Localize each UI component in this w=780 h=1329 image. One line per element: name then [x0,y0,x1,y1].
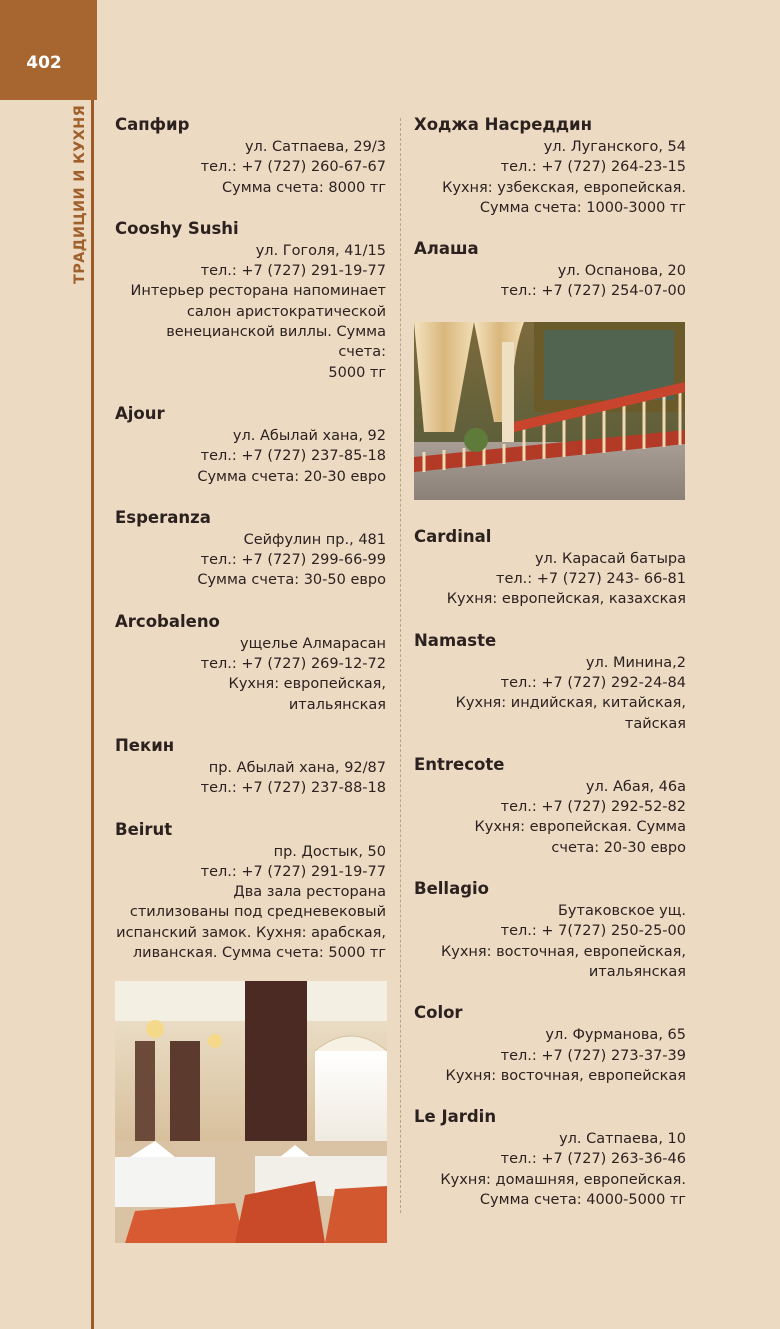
restaurant-name: Cardinal [414,526,492,546]
restaurant-entry [414,114,686,218]
restaurant-entry [414,238,686,302]
restaurant-detail-line: стилизованы под средневековый [129,904,386,921]
restaurant-detail-line: салон аристократической [186,303,386,320]
restaurant-name: Arcobaleno [115,611,220,631]
restaurant-entry [115,403,386,487]
restaurant-detail-line: тел.: +7 (727) 263-36-46 [500,1151,686,1168]
restaurant-detail-line: итальянская [588,963,686,980]
restaurant-detail-line: ул. Луганского, 54 [543,139,686,155]
restaurant-detail-line: тел.: +7 (727) 291-19-77 [200,863,386,880]
restaurant-detail-line: ул. Карасай батыра [534,550,686,567]
restaurant-detail-line: тел.: +7 (727) 254-07-00 [500,283,686,300]
restaurant-detail-line: ул. Абылай хана, 92 [232,427,386,444]
restaurant-detail-line: тел.: +7 (727) 292-52-82 [500,799,686,816]
restaurant-detail-line: тел.: +7 (727) 260-67-67 [200,159,386,176]
restaurant-entry [115,819,386,964]
restaurant-detail-line: ул. Сатпаева, 10 [559,1131,686,1148]
restaurant-detail-line: итальянская [288,696,386,713]
restaurant-entry [414,630,686,734]
restaurant-detail-line: Кухня: европейская, казахская [446,591,686,608]
restaurant-detail-line: пр. Абылай хана, 92/87 [208,759,386,776]
restaurant-entry [414,1106,686,1210]
left-column [115,114,386,1243]
restaurant-name: Ajour [115,403,165,423]
restaurant-detail-line: тел.: +7 (727) 292-24-84 [500,674,686,691]
restaurant-name: Le Jardin [414,1107,497,1127]
restaurant-detail-line: тел.: +7 (727) 237-85-18 [200,448,386,465]
restaurant-interior-photo [115,981,387,1243]
restaurant-detail-line: тел.: +7 (727) 299-66-99 [200,552,386,569]
restaurant-detail-line: Кухня: узбекская, европейская. [442,179,686,196]
restaurant-detail-line: тел.: +7 (727) 237-88-18 [200,780,386,797]
restaurant-detail-line: Кухня: европейская, [228,676,386,693]
restaurant-detail-line: тайская [624,715,686,732]
page-number: 402 [26,53,62,73]
column-divider [400,118,401,1213]
restaurant-detail-line: Два зала ресторана [233,884,386,901]
restaurant-detail-line: ул. Оспанова, 20 [557,263,686,280]
restaurant-detail-line: ул. Сатпаева, 29/3 [244,139,386,155]
restaurant-detail-line: тел.: +7 (727) 243- 66-81 [496,571,686,588]
restaurant-name: Пекин [115,735,175,755]
restaurant-name: Esperanza [115,507,211,527]
restaurant-detail-line: Сумма счета: 8000 тг [222,179,386,196]
restaurant-entry [115,507,386,591]
restaurant-detail-line: ул. Минина,2 [585,654,686,671]
restaurant-name: Beirut [115,819,173,839]
restaurant-detail-line: Сумма счета: 1000-3000 тг [479,199,686,216]
restaurant-detail-line: Кухня: восточная, европейская [445,1067,686,1084]
restaurant-detail-line: ливанская. Сумма счета: 5000 тг [132,945,386,962]
restaurant-entry [414,754,686,858]
restaurant-detail-line: тел.: +7 (727) 273-37-39 [500,1047,686,1064]
page-number-tab [0,0,97,100]
restaurant-detail-line: венецианской виллы. Сумма счета: [166,324,386,361]
restaurant-detail-line: Сейфулин пр., 481 [243,531,386,548]
restaurant-detail-line: ул. Гоголя, 41/15 [255,242,386,259]
restaurant-detail-line: Кухня: восточная, европейская, [440,943,686,960]
restaurant-detail-line: тел.: +7 (727) 269-12-72 [200,656,386,673]
restaurant-name: Namaste [414,630,497,650]
restaurant-name: Color [414,1003,463,1023]
restaurant-entry [115,735,386,799]
restaurant-detail-line: пр. Достык, 50 [273,843,386,860]
restaurant-entry [115,611,386,715]
right-column [414,114,686,1230]
restaurant-detail-line: Интерьер ресторана напоминает [130,283,386,300]
restaurant-detail-line: счета: 20-30 евро [551,839,686,856]
restaurant-detail-line: ул. Фурманова, 65 [545,1027,686,1044]
restaurant-name: Bellagio [414,879,490,899]
restaurant-entry [115,218,386,383]
restaurant-name: Ходжа Насреддин [414,115,593,134]
restaurant-entry [414,878,686,982]
terrace-photo [414,322,685,500]
restaurant-name: Сапфир [115,115,190,134]
restaurant-detail-line: тел.: +7 (727) 264-23-15 [500,159,686,176]
restaurant-detail-line: Кухня: европейская. Сумма [474,819,686,836]
restaurant-detail-line: Бутаковское ущ. [557,903,686,920]
restaurant-detail-line: ущелье Алмарасан [240,635,386,652]
restaurant-detail-line: Сумма счета: 30-50 евро [197,572,386,589]
restaurant-detail-line: 5000 тг [328,364,386,381]
restaurant-detail-line: Кухня: индийская, китайская, [455,695,686,712]
restaurant-detail-line: Сумма счета: 20-30 евро [197,468,386,485]
restaurant-name: Алаша [414,239,479,259]
restaurant-detail-line: ул. Абая, 46а [585,778,686,795]
restaurant-entry [414,526,686,610]
restaurant-name: Cooshy Sushi [115,218,239,238]
restaurant-detail-line: тел.: +7 (727) 291-19-77 [200,263,386,280]
restaurant-detail-line: Кухня: домашняя, европейская. [440,1171,686,1188]
restaurant-detail-line: испанский замок. Кухня: арабская, [116,924,386,941]
restaurant-detail-line: Сумма счета: 4000-5000 тг [479,1192,686,1209]
restaurant-name: Entrecote [414,754,505,774]
restaurant-entry [414,1002,686,1086]
section-title: ТРАДИЦИИ И КУХНЯ [72,104,88,284]
restaurant-detail-line: тел.: + 7(727) 250-25-00 [500,923,686,940]
restaurant-entry [115,114,386,198]
